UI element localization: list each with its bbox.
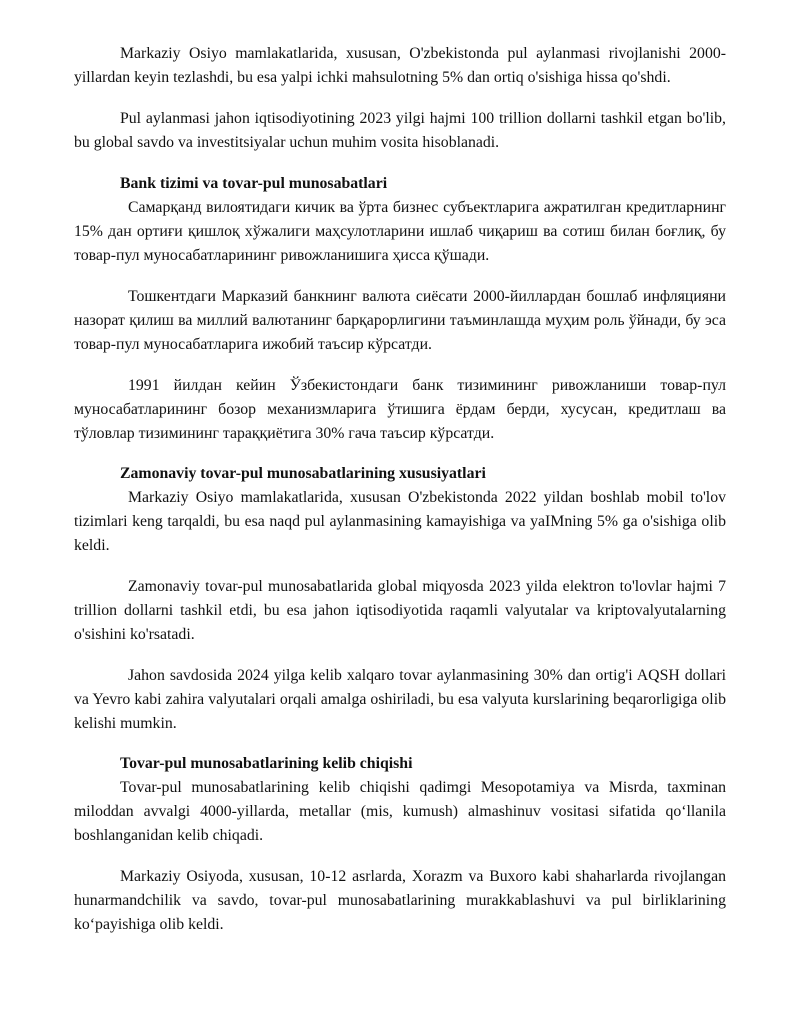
bank-paragraph-2: Тошкентдаги Марказий банкнинг валюта сиёсати 2000-йиллардан бошлаб инфляцияни назорат қилиш ва миллий валютанинг барқарорлигини таъминлашда муҳим роль ўйнади, бу эса товар-пул муносабатларига ижобий таъсир кўрсатди. (74, 288, 726, 353)
intro-paragraph-1: Markaziy Osiyo mamlakatlarida, xususan, O'zbekistonda pul aylanmasi rivojlanishi 2000-yillardan keyin tezlashdi, bu esa yalpi ichki mahsulotning 5% dan ortiq o'sishiga hissa qo'shdi. (74, 45, 726, 86)
modern-paragraph-1: Markaziy Osiyo mamlakatlarida, xususan O'zbekistonda 2022 yildan boshlab mobil to'lov tizimlari keng tarqaldi, bu esa naqd pul aylanmasining kamayishiga va yaIMning 5% ga o'sishiga olib keldi. (74, 489, 726, 554)
section-heading-modern-features: Zamonaviy tovar-pul munosabatlarining xususiyatlari (120, 465, 486, 482)
origins-paragraph-1: Tovar-pul munosabatlarining kelib chiqishi qadimgi Mesopotamiya va Misrda, taxminan miloddan avvalgi 4000-yillarda, metallar (mis, kumush) almashinuv vositasi sifatida qo‘llanila boshlanganidan kelib chiqadi. (74, 779, 726, 844)
section-heading-bank-system: Bank tizimi va tovar-pul munosabatlari (120, 175, 388, 192)
bank-paragraph-1: Самарқанд вилоятидаги кичик ва ўрта бизнес субъектларига ажратилган кредитларнинг 15% дан ортиғи қишлоқ хўжалиги маҳсулотларини ишлаб чиқариш ва сотиш билан боғлиқ, бу товар-пул муносабатларининг ривожланишига ҳисса қўшади. (74, 199, 726, 264)
modern-paragraph-3: Jahon savdosida 2024 yilga kelib xalqaro tovar aylanmasining 30% dan ortig'i AQSH dollari va Yevro kabi zahira valyutalari orqali amalga oshiriladi, bu esa valyuta kurslarining beqarorligiga olib kelishi mumkin. (74, 667, 726, 732)
section-heading-origins: Tovar-pul munosabatlarining kelib chiqishi (120, 755, 413, 772)
modern-paragraph-2: Zamonaviy tovar-pul munosabatlarida global miqyosda 2023 yilda elektron to'lovlar hajmi 7 trillion dollarni tashkil etdi, bu esa jahon iqtisodiyotida raqamli valyutalar va kriptovalyutalarning o'sishini ko'rsatadi. (74, 578, 726, 643)
intro-paragraph-2: Pul aylanmasi jahon iqtisodiyotining 2023 yilgi hajmi 100 trillion dollarni tashkil etgan bo'lib, bu global savdo va investitsiyalar uchun muhim vosita hisoblanadi. (74, 110, 726, 151)
origins-paragraph-2: Markaziy Osiyoda, xususan, 10-12 asrlarda, Xorazm va Buxoro kabi shaharlarda rivojlangan hunarmandchilik va savdo, tovar-pul munosabatlarining murakkablashuvi va pul birliklarining ko‘payishiga olib keldi. (74, 868, 726, 933)
bank-paragraph-3: 1991 йилдан кейин Ўзбекистондаги банк тизимининг ривожланиши товар-пул муносабатларининг бозор механизмларига ўтишига ёрдам берди, хусусан, кредитлаш ва тўловлар тизимининг тараққиётига 30% гача таъсир кўрсатди. (74, 377, 726, 442)
